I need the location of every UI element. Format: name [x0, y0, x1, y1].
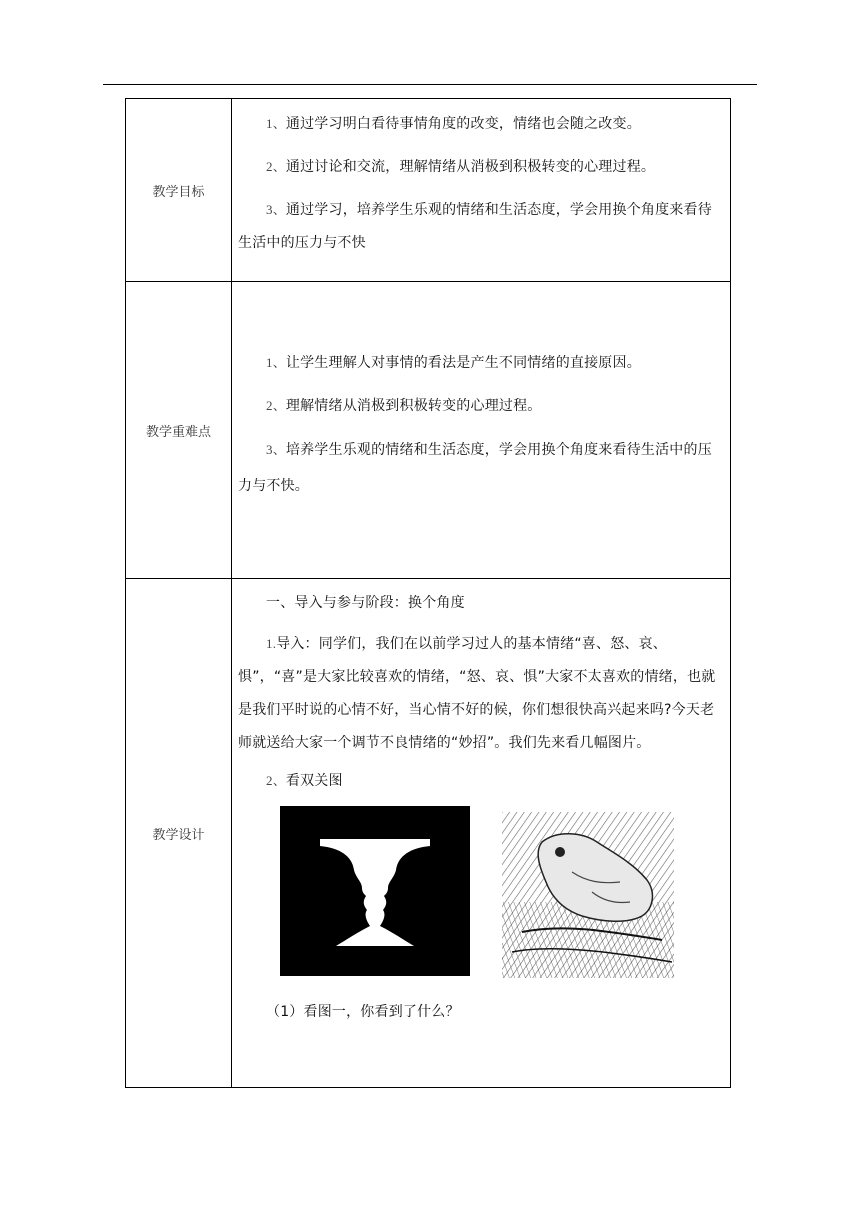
lesson-plan-table — [125, 98, 731, 1088]
design-cell — [232, 579, 731, 1088]
question-text: （1）看图一，你看到了什么？ — [266, 1004, 460, 1020]
list-item: 1、通过学习明白看待事情角度的改变，情绪也会随之改变。 — [266, 116, 641, 132]
table-row — [126, 579, 731, 1088]
stage-heading: 一、导入与参与阶段：换个角度 — [266, 595, 465, 611]
table-row — [126, 282, 731, 579]
list-item: 3、培养学生乐观的情绪和生活态度，学会用换个角度来看待生活中的压力与不快。 — [238, 442, 712, 494]
list-item: 2、通过讨论和交流，理解情绪从消极到积极转变的心理过程。 — [266, 159, 656, 175]
figures — [238, 806, 724, 1006]
sub-heading: 2、看双关图 — [266, 773, 343, 789]
list-item: 3、通过学习，培养学生乐观的情绪和生活态度，学会用换个角度来看待生活中的压力与不快 — [238, 202, 712, 251]
list-item: 2、理解情绪从消极到积极转变的心理过程。 — [266, 398, 542, 414]
list-item: 1、让学生理解人对事情的看法是产生不同情绪的直接原因。 — [266, 355, 641, 371]
table-row — [126, 99, 731, 282]
frog-horse-illusion-sketch-icon — [502, 812, 674, 978]
objectives-cell — [232, 99, 731, 282]
row-label: 教学目标 — [126, 99, 232, 282]
header-rule — [103, 84, 757, 85]
rubin-vase-faces-illusion-icon — [280, 806, 470, 976]
row-label: 教学设计 — [126, 579, 232, 1088]
key-points-cell — [232, 282, 731, 579]
row-label: 教学重难点 — [126, 282, 232, 579]
intro-paragraph: 1.导入：同学们，我们在以前学习过人的基本情绪“喜、怒、哀、惧”，“喜”是大家比较喜欢的情绪，“怒、哀、惧”大家不太喜欢的情绪，也就是我们平时说的心情不好，当心情不好的候，你们想很快高兴起来吗?今天老师就送给大家一个调节不良情绪的“妙招”。我们先来看几幅图片。 — [238, 636, 716, 751]
